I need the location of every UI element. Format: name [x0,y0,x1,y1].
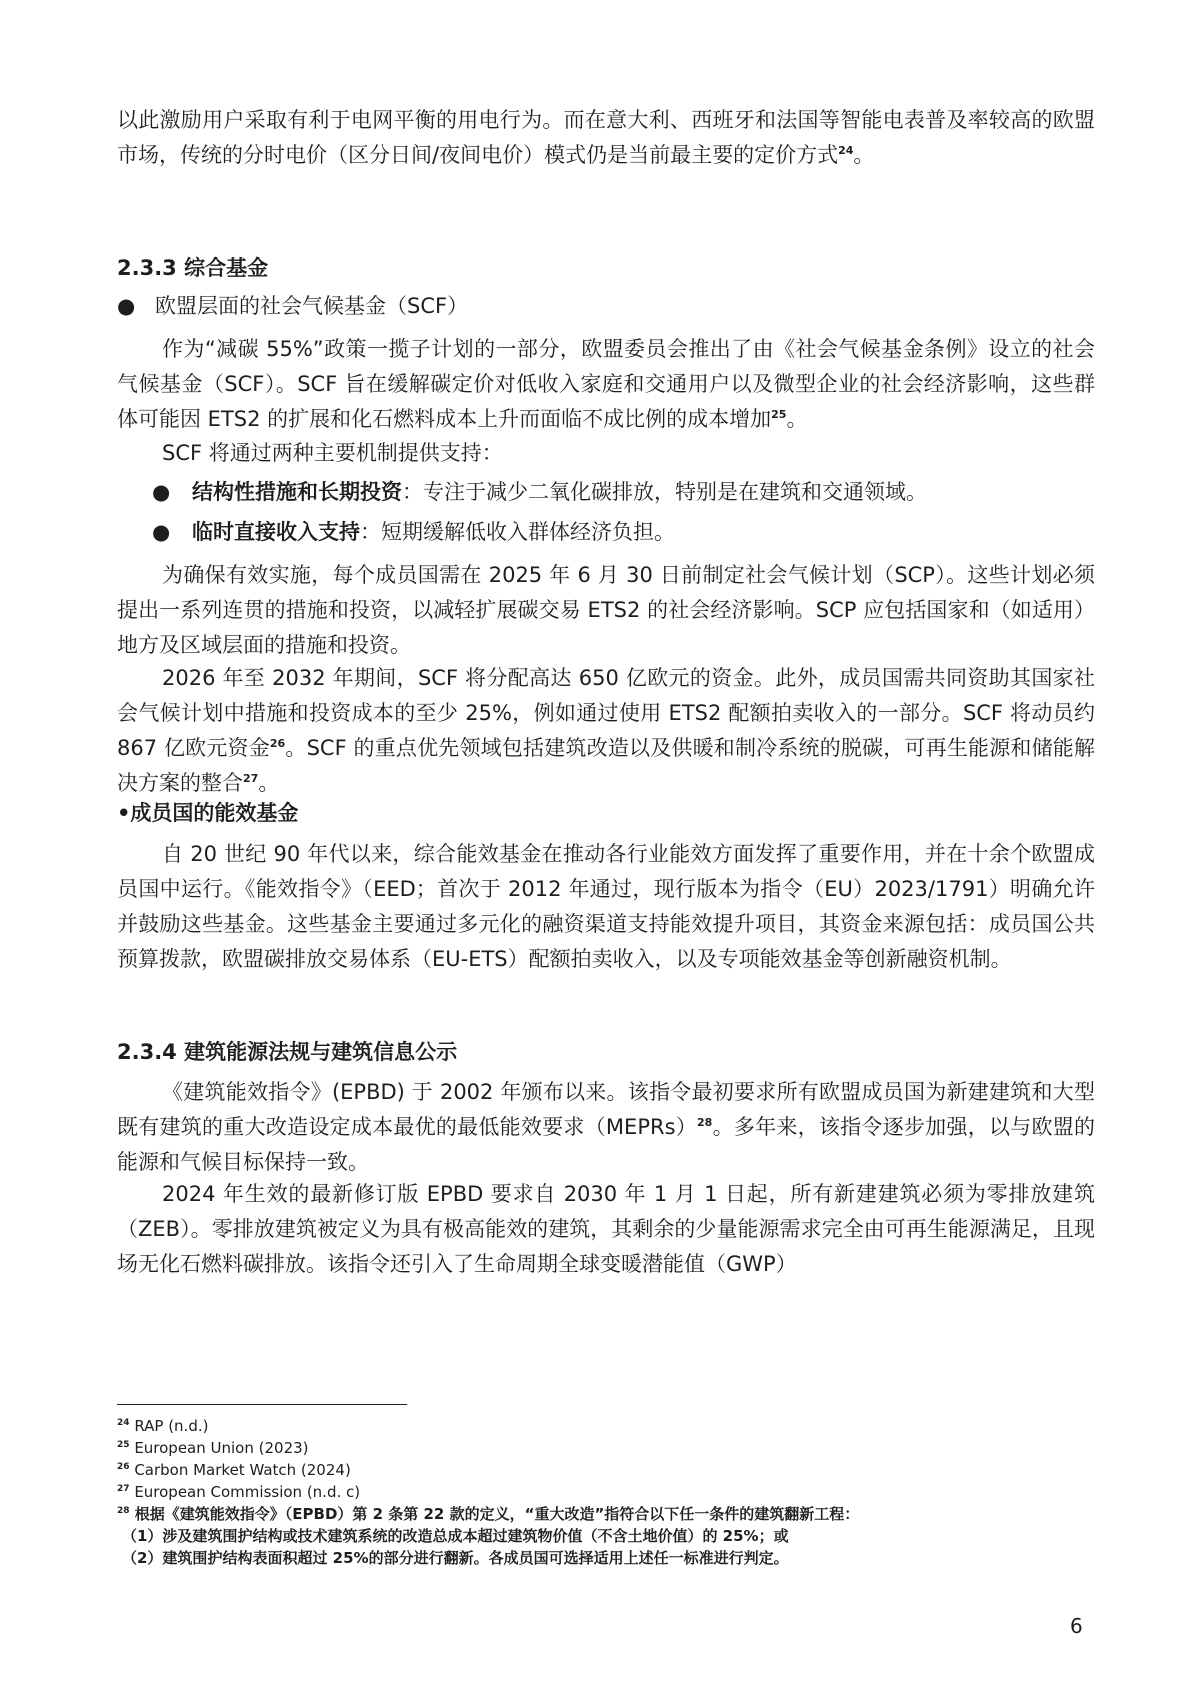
bullet-scf: ● 欧盟层面的社会气候基金（SCF） [117,290,1095,322]
bullet-dot: ● [152,480,171,504]
footnote-28-item-1: （1）涉及建筑围护结构或技术建筑系统的改造总成本超过建筑物价值（不含土地价值）的 25%；或 [122,1527,789,1545]
footnote-24: $^{24}$ RAP (n.d.) [117,1417,209,1435]
intro-paragraph: 以此激励用户采取有利于电网平衡的用电行为。而在意大利、西班牙和法国等智能电表普及率较高的欧盟市场，传统的分时电价（区分日间/夜间电价）模式仍是当前最主要的定价方式$^{24}$。 [117,108,1095,167]
section-heading-2-3-4: 2.3.4 建筑能源法规与建筑信息公示 [117,1040,458,1064]
mechanism-item-2: ● 临时直接收入支持：短期缓解低收入群体经济负担。 [117,516,1095,548]
footnote-28: $^{28}$ 根据《建筑能效指令》（EPBD）第 2 条第 22 款的定义，“重大改造”指符合以下任一条件的建筑翻新工程： [117,1505,860,1523]
footnote-26: $^{26}$ Carbon Market Watch (2024) [117,1461,351,1479]
paragraph-scf-funding: 2026 年至 2032 年期间，SCF 将分配高达 650 亿欧元的资金。此外，成员国需共同资助其国家社会气候计划中措施和投资成本的至少 25%，例如通过使用 ETS2 配额拍卖收入的一部分。SCF 将动员约 867 亿欧元资金$^{26}$。SCF 的重点优先领域包括建筑改造以及供暖和制冷系统的脱碳，可再生能源和储能解决方案的整合$^{27}$。 [117,666,1095,795]
paragraph-scf-mechanisms: SCF 将通过两种主要机制提供支持： [162,441,503,465]
footnote-separator [117,1404,407,1405]
subheading-efficiency-funds: •成员国的能效基金 [117,801,299,825]
footnote-ref: 26 [269,737,286,750]
paragraph-efficiency-funds: 自 20 世纪 90 年代以来，综合能效基金在推动各行业能效方面发挥了重要作用，并在十余个欧盟成员国中运行。《能效指令》（EED；首次于 2012 年通过，现行版本为指令（EU）2023/1791）明确允许并鼓励这些基金。这些基金主要通过多元化的融资渠道支持能效提升项目，其资金来源包括：成员国公共预算拨款，欧盟碳排放交易体系（EU-ETS）配额拍卖收入，以及专项能效基金等创新融资机制。 [117,842,1095,971]
footnote-ref: 24 [838,144,854,157]
footnote-ref: 28 [697,1116,713,1129]
paragraph-scf-intro: 作为“减碳 55%”政策一揽子计划的一部分，欧盟委员会推出了由《社会气候基金条例》设立的社会气候基金（SCF）。SCF 旨在缓解碳定价对低收入家庭和交通用户以及微型企业的社会经济影响，这些群体可能因 ETS2 的扩展和化石燃料成本上升而面临不成比例的成本增加$^{25}$。 [117,337,1095,431]
paragraph-scp: 为确保有效实施，每个成员国需在 2025 年 6 月 30 日前制定社会气候计划（SCP）。这些计划必须提出一系列连贯的措施和投资，以减轻扩展碳交易 ETS2 的社会经济影响。SCP 应包括国家和（如适用）地方及区域层面的措施和投资。 [117,563,1095,657]
footnote-ref: 27 [243,772,259,785]
footnote-27: $^{27}$ European Commission (n.d. c) [117,1483,361,1501]
mechanism-item-1: ● 结构性措施和长期投资：专注于减少二氧化碳排放，特别是在建筑和交通领域。 [117,476,1095,508]
footnote-28-item-2: （2）建筑围护结构表面积超过 25%的部分进行翻新。各成员国可选择适用上述任一标准进行判定。 [122,1549,789,1567]
footnote-25: $^{25}$ European Union (2023) [117,1439,309,1457]
paragraph-epbd-2024: 2024 年生效的最新修订版 EPBD 要求自 2030 年 1 月 1 日起，所有新建建筑必须为零排放建筑（ZEB）。零排放建筑被定义为具有极高能效的建筑，其剩余的少量能源需求完全由可再生能源满足，且现场无化石燃料碳排放。该指令还引入了生命周期全球变暖潜能值（GWP） [117,1182,1095,1276]
bullet-dot: ● [152,520,171,544]
bullet-dot: ● [117,294,136,318]
footnote-ref: 25 [771,408,787,421]
paragraph-epbd-history: 《建筑能效指令》(EPBD) 于 2002 年颁布以来。该指令最初要求所有欧盟成员国为新建建筑和大型既有建筑的重大改造设定成本最优的最低能效要求（MEPRs）$^{28}$。多年来，该指令逐步加强，以与欧盟的能源和气候目标保持一致。 [117,1080,1095,1174]
section-heading-2-3-3: 2.3.3 综合基金 [117,256,269,280]
page-number: 6 [1070,1614,1083,1638]
